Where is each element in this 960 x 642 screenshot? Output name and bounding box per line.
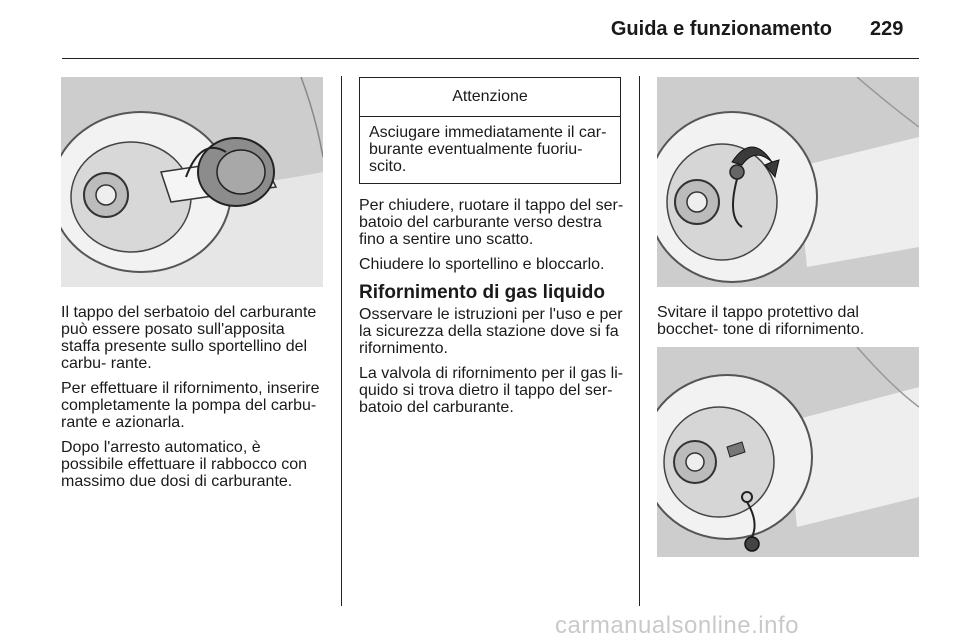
column-2-text xyxy=(359,197,624,424)
warning-title: Attenzione xyxy=(360,78,620,117)
column-3-caption xyxy=(657,304,922,346)
caption: Svitare il tappo protettivo dal bocchet- tone di rifornimento. xyxy=(657,304,865,338)
paragraph: Osservare le istruzioni per l'uso e per la sicurezza della stazione dove si fa rifornimento. xyxy=(359,306,623,357)
paragraph: Chiudere lo sportellino e bloccarlo. xyxy=(359,256,605,273)
warning-box xyxy=(359,77,621,184)
header-rule xyxy=(62,58,919,59)
paragraph: Il tappo del serbatoio del carburante può essere posato sull'apposita staffa presente sullo sportellino del carbu- rante. xyxy=(61,304,317,372)
column-divider-left xyxy=(341,76,342,606)
paragraph: Per effettuare il rifornimento, inserire completamente la pompa del carbu- rante e azionarla. xyxy=(61,380,320,431)
unscrew-cap-illustration xyxy=(657,77,919,287)
column-1-text xyxy=(61,304,326,498)
paragraph: La valvola di rifornimento per il gas li- quido si trova dietro il tappo del ser- batoio del carburante. xyxy=(359,365,624,416)
header-title: Guida e funzionamento xyxy=(610,18,832,40)
section-heading: Rifornimento di gas liquido xyxy=(359,282,605,303)
page-number: 229 xyxy=(870,18,904,40)
paragraph: Dopo l'arresto automatico, è possibile effettuare il rabbocco con massimo due dosi di carburante. xyxy=(61,439,308,490)
fuel-cap-holder-illustration xyxy=(61,77,323,287)
warning-body: Asciugare immediatamente il car- burante eventualmente fuoriu- scito. xyxy=(369,124,607,175)
paragraph: Per chiudere, ruotare il tappo del ser- batoio del carburante verso destra fino a sentire uno scatto. xyxy=(359,197,624,248)
hanging-cap-illustration xyxy=(657,347,919,557)
footer-watermark: carmanualsonline.info xyxy=(555,612,799,639)
column-divider-right xyxy=(639,76,640,606)
